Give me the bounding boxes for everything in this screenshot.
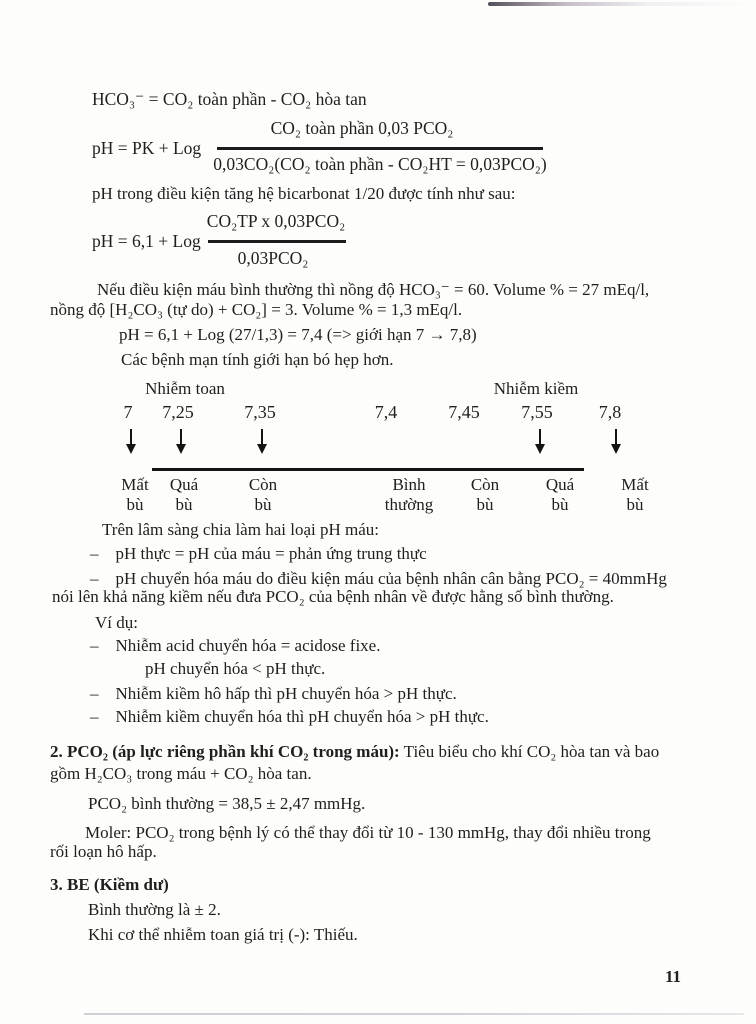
example-alkalosis-resp: – Nhiễm kiềm hô hấp thì pH chuyển hóa > pH thực. [90,684,457,703]
ph-tick-7: 7 [123,402,133,422]
section3-heading: 3. BE (Kiềm dư) [50,875,169,894]
moler-line1: Moler: PCO₂ trong bệnh lý có thể thay đổi từ 10 - 130 mmHg, thay đổi nhiều trong [85,823,651,842]
formula1-fraction-bar [217,147,543,150]
scale-label-con-bu-right [471,475,499,515]
scale-label-mat-bu-left [121,475,148,515]
scale-label-line: bù [551,495,569,514]
ph-tick-7-8: 7,8 [598,402,622,422]
ph-result-line: pH = 6,1 + Log (27/1,3) = 7,4 (=> giới hạn 7 → 7,8) [119,325,477,344]
scale-label-con-bu-left [249,475,277,515]
scale-label-line: bù [626,495,644,514]
section2-heading: 2. PCO₂ (áp lực riêng phần khí CO₂ trong máu): [50,742,400,761]
arrow-stem [130,429,133,444]
arrow-stem [539,429,542,444]
example-alkalosis-metab: – Nhiễm kiềm chuyển hóa thì pH chuyển hóa > pH thực. [90,707,489,726]
formula1-denominator: 0,03CO₂(CO₂ toàn phần - CO₂HT = 0,03PCO₂) [213,154,547,174]
down-arrow-icon [176,429,186,454]
scale-label-qua-bu-left [170,475,198,515]
alkalosis-header: Nhiễm kiềm [493,379,579,398]
ph-tick-7-45: 7,45 [448,402,480,422]
scale-label-line: Còn [470,475,500,494]
acidosis-header: Nhiễm toan [145,379,225,398]
formula2-numerator: CO₂TP x 0,03PCO₂ [206,211,346,231]
scale-label-line: bù [175,495,193,514]
scale-baseline [152,468,584,471]
arrow-stem [180,429,183,444]
scale-label-qua-bu-right [546,475,574,515]
ph-tick-7-35: 7,35 [244,402,276,422]
example-acid-sub: pH chuyển hóa < pH thực. [145,659,326,678]
be-normal-value: Bình thường là ± 2. [88,900,221,919]
arrow-head [257,444,267,454]
ph-tick-7-4: 7,4 [374,402,398,422]
scale-label-line: Còn [248,475,278,494]
bullet-ph-chuyen-hoa-line2: nói lên khả năng kiềm nếu đưa PCO₂ của bệnh nhân về được hằng số bình thường. [52,587,614,606]
be-acidosis-note: Khi cơ thể nhiễm toan giá trị (-): Thiếu. [88,925,358,944]
arrow-head [176,444,186,454]
normal-condition-line1: Nếu điều kiện máu bình thường thì nồng độ HCO₃⁻ = 60. Volume % = 27 mEq/l, [97,280,650,299]
example-acid: – Nhiễm acid chuyển hóa = acidose fixe. [90,636,381,655]
chronic-note: Các bệnh mạn tính giới hạn bó hẹp hơn. [121,350,394,369]
scale-label-line: thường [384,495,434,514]
arrow-head [126,444,136,454]
down-arrow-icon [126,429,136,454]
section2-line1-rest: Tiêu biểu cho khí CO₂ hòa tan và bao [399,742,660,761]
bullet-ph-chuyen-hoa-line1: – pH chuyển hóa máu do điều kiện máu của bệnh nhân cân bằng PCO₂ = 40mmHg [90,569,667,588]
bullet-ph-thuc: – pH thực = pH của máu = phản ứng trung thực [90,544,427,563]
pco2-normal-value: PCO₂ bình thường = 38,5 ± 2,47 mmHg. [88,794,366,813]
scale-label-line: Bình [392,475,426,494]
scale-label-line: Mất [121,475,149,494]
arrow-stem [261,429,264,444]
scale-label-line: bù [254,495,272,514]
scale-label-binh-thuong [385,475,433,515]
scale-label-line: Quá [545,475,575,494]
formula1-numerator: CO₂ toàn phần 0,03 PCO₂ [270,118,454,138]
scale-label-line: bù [476,495,494,514]
formula2-lhs: pH = 6,1 + Log [92,231,201,251]
moler-line2: rối loạn hô hấp. [50,842,157,861]
section2-line1 [50,741,659,762]
arrow-head [535,444,545,454]
scan-artifact-bottom [84,1013,744,1015]
arrow-head [611,444,621,454]
scale-label-line: bù [126,495,144,514]
ph-tick-7-55: 7,55 [521,402,553,422]
formula2-denominator: 0,03PCO₂ [237,248,309,268]
arrow-stem [615,429,618,444]
section2-line2: gồm H₂CO₃ trong máu + CO₂ hòa tan. [50,764,312,783]
scale-label-line: Quá [169,475,199,494]
page-number: 11 [665,967,682,986]
down-arrow-icon [535,429,545,454]
formula2-fraction-bar [208,240,346,243]
hco3-equation: HCO₃⁻ = CO₂ toàn phần - CO₂ hòa tan [92,89,367,109]
formula1-lhs: pH = PK + Log [92,138,202,158]
normal-condition-line2: nồng độ [H₂CO₃ (tự do) + CO₂] = 3. Volume % = 1,3 mEq/l. [50,300,463,319]
ph-tick-7-25: 7,25 [162,402,194,422]
scan-artifact-top [488,2,750,6]
down-arrow-icon [611,429,621,454]
example-heading: Ví dụ: [95,613,138,632]
bicarbonate-intro: pH trong điều kiện tăng hệ bicarbonat 1/20 được tính như sau: [92,184,516,203]
clinical-intro: Trên lâm sàng chia làm hai loại pH máu: [102,520,379,539]
scale-label-mat-bu-right [621,475,648,515]
down-arrow-icon [257,429,267,454]
scale-label-line: Mất [621,475,649,494]
